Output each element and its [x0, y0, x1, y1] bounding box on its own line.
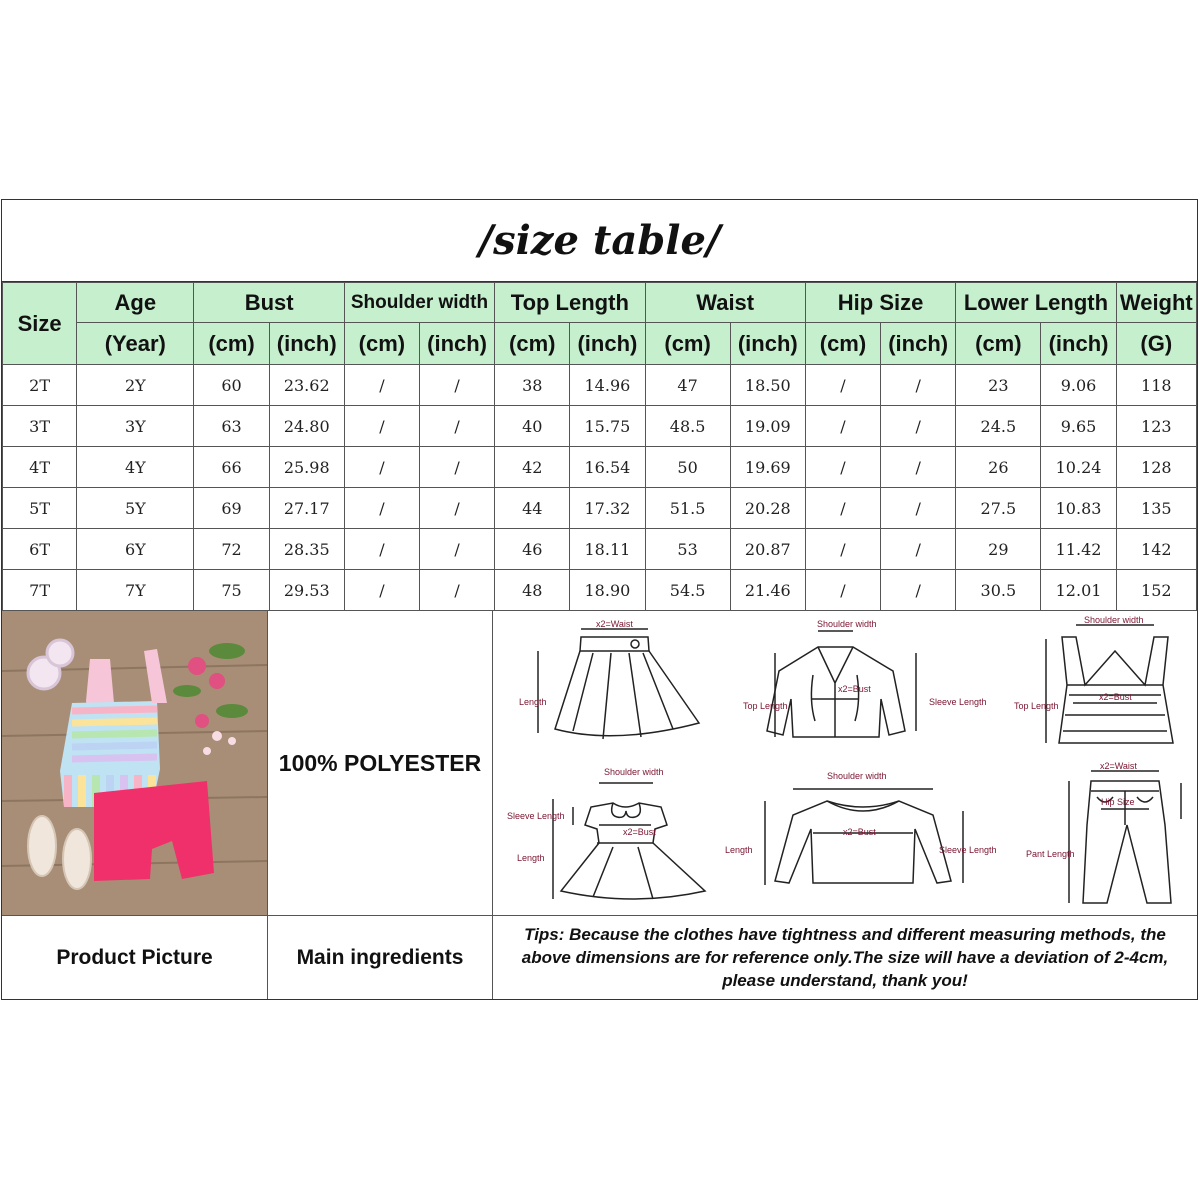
cell-hip-inch: / — [881, 406, 956, 447]
cell-size: 7T — [3, 570, 77, 611]
cell-lower-length-inch: 10.83 — [1041, 488, 1116, 529]
cell-bust-cm: 75 — [194, 570, 269, 611]
cell-shoulder-inch: / — [419, 447, 494, 488]
header-unit-cm: (cm) — [645, 323, 730, 365]
cell-bust-inch: 24.80 — [269, 406, 344, 447]
header-waist: Waist — [645, 283, 805, 323]
cell-waist-cm: 48.5 — [645, 406, 730, 447]
header-weight-unit: (G) — [1116, 323, 1196, 365]
cell-size: 4T — [3, 447, 77, 488]
cell-lower-length-inch: 9.65 — [1041, 406, 1116, 447]
cell-waist-inch: 20.28 — [730, 488, 805, 529]
info-section — [2, 611, 1197, 999]
cell-top-length-cm: 40 — [495, 406, 570, 447]
tee-sleeve-label: Sleeve Length — [939, 845, 997, 855]
cell-bust-cm: 69 — [194, 488, 269, 529]
cell-top-length-cm: 46 — [495, 529, 570, 570]
cell-hip-cm: / — [805, 529, 880, 570]
table-row — [3, 406, 1197, 447]
cell-bust-inch: 29.53 — [269, 570, 344, 611]
size-table — [2, 282, 1197, 611]
cell-top-length-cm: 44 — [495, 488, 570, 529]
measurement-diagrams — [493, 611, 1197, 916]
tips-text: Tips: Because the clothes have tightness and different measuring methods, the above dimensions are for reference only.The size will have a deviation of 2-4cm, please understand, thank you! — [521, 925, 1169, 990]
header-shoulder-width: Shoulder width — [344, 283, 494, 323]
pants-waist-label: x2=Waist — [1100, 761, 1137, 771]
table-row — [3, 488, 1197, 529]
cell-hip-cm: / — [805, 365, 880, 406]
cell-lower-length-cm: 30.5 — [956, 570, 1041, 611]
cell-waist-inch: 19.09 — [730, 406, 805, 447]
cell-top-length-inch: 16.54 — [570, 447, 645, 488]
cell-age: 3Y — [77, 406, 194, 447]
cell-top-length-inch: 18.11 — [570, 529, 645, 570]
cell-shoulder-cm: / — [344, 570, 419, 611]
cell-shoulder-cm: / — [344, 406, 419, 447]
pants-hip-label: Hip Size — [1101, 797, 1135, 807]
table-row — [3, 529, 1197, 570]
cell-shoulder-inch: / — [419, 529, 494, 570]
table-row — [3, 570, 1197, 611]
table-row — [3, 365, 1197, 406]
cell-shoulder-cm: / — [344, 365, 419, 406]
product-picture-label: Product Picture — [2, 916, 268, 999]
cell-top-length-inch: 18.90 — [570, 570, 645, 611]
cell-lower-length-inch: 9.06 — [1041, 365, 1116, 406]
header-lower-length: Lower Length — [956, 283, 1116, 323]
cell-waist-cm: 51.5 — [645, 488, 730, 529]
header-unit-cm: (cm) — [344, 323, 419, 365]
header-unit-cm: (cm) — [495, 323, 570, 365]
cell-shoulder-inch: / — [419, 488, 494, 529]
cell-lower-length-cm: 24.5 — [956, 406, 1041, 447]
header-unit-inch: (inch) — [570, 323, 645, 365]
cell-hip-cm: / — [805, 488, 880, 529]
cell-shoulder-cm: / — [344, 447, 419, 488]
dress-length-label: Length — [517, 853, 545, 863]
cell-bust-cm: 72 — [194, 529, 269, 570]
cell-lower-length-cm: 29 — [956, 529, 1041, 570]
product-image-cell — [2, 611, 268, 916]
tee-shoulder-label: Shoulder width — [827, 771, 887, 781]
jacket-sleeve-label: Sleeve Length — [929, 697, 987, 707]
cell-lower-length-cm: 27.5 — [956, 488, 1041, 529]
cell-bust-cm: 66 — [194, 447, 269, 488]
header-unit-inch: (inch) — [419, 323, 494, 365]
header-unit-inch: (inch) — [269, 323, 344, 365]
cell-size: 6T — [3, 529, 77, 570]
jacket-top-length-label: Top Length — [743, 701, 788, 711]
dress-shoulder-label: Shoulder width — [604, 767, 664, 777]
cell-top-length-inch: 17.32 — [570, 488, 645, 529]
cell-bust-cm: 63 — [194, 406, 269, 447]
skirt-waist-label: x2=Waist — [596, 619, 633, 629]
cell-waist-cm: 53 — [645, 529, 730, 570]
cell-size: 2T — [3, 365, 77, 406]
cell-weight: 152 — [1116, 570, 1196, 611]
skirt-length-label: Length — [519, 697, 547, 707]
cell-bust-inch: 25.98 — [269, 447, 344, 488]
cami-shoulder-label: Shoulder width — [1084, 615, 1144, 625]
cell-hip-cm: / — [805, 406, 880, 447]
cell-top-length-cm: 48 — [495, 570, 570, 611]
jacket-bust-label: x2=Bust — [838, 684, 871, 694]
cell-age: 5Y — [77, 488, 194, 529]
header-hip-size: Hip Size — [805, 283, 955, 323]
header-weight: Weight — [1116, 283, 1196, 323]
cell-shoulder-inch: / — [419, 570, 494, 611]
cell-waist-inch: 21.46 — [730, 570, 805, 611]
cell-lower-length-inch: 11.42 — [1041, 529, 1116, 570]
measurement-guide — [493, 611, 1197, 915]
material-text: 100% POLYESTER — [268, 611, 493, 916]
size-sheet — [1, 199, 1198, 1000]
dress-diagram — [553, 783, 705, 899]
cell-bust-inch: 27.17 — [269, 488, 344, 529]
cell-shoulder-inch: / — [419, 365, 494, 406]
cell-bust-inch: 28.35 — [269, 529, 344, 570]
header-age-unit: (Year) — [77, 323, 194, 365]
jacket-shoulder-label: Shoulder width — [817, 619, 877, 629]
header-unit-cm: (cm) — [805, 323, 880, 365]
cell-hip-inch: / — [881, 447, 956, 488]
cell-lower-length-inch: 10.24 — [1041, 447, 1116, 488]
cell-age: 7Y — [77, 570, 194, 611]
tee-diagram — [765, 789, 963, 885]
product-photo — [2, 611, 267, 915]
page-title: /size table/ — [2, 200, 1197, 282]
header-age: Age — [77, 283, 194, 323]
cami-top-length-label: Top Length — [1014, 701, 1059, 711]
header-unit-inch: (inch) — [1041, 323, 1116, 365]
cell-weight: 123 — [1116, 406, 1196, 447]
cell-hip-cm: / — [805, 447, 880, 488]
cell-waist-inch: 19.69 — [730, 447, 805, 488]
cell-bust-cm: 60 — [194, 365, 269, 406]
main-ingredients-label: Main ingredients — [268, 916, 493, 999]
dress-bust-label: x2=Bust — [623, 827, 656, 837]
header-unit-inch: (inch) — [730, 323, 805, 365]
cell-hip-inch: / — [881, 365, 956, 406]
cell-hip-inch: / — [881, 570, 956, 611]
cell-hip-cm: / — [805, 570, 880, 611]
cell-size: 5T — [3, 488, 77, 529]
header-unit-cm: (cm) — [956, 323, 1041, 365]
cell-hip-inch: / — [881, 488, 956, 529]
cell-waist-cm: 50 — [645, 447, 730, 488]
table-row — [3, 447, 1197, 488]
cell-bust-inch: 23.62 — [269, 365, 344, 406]
cell-weight: 142 — [1116, 529, 1196, 570]
tee-length-label: Length — [725, 845, 753, 855]
cell-size: 3T — [3, 406, 77, 447]
header-bust: Bust — [194, 283, 344, 323]
cell-top-length-inch: 14.96 — [570, 365, 645, 406]
cell-age: 6Y — [77, 529, 194, 570]
cell-top-length-cm: 38 — [495, 365, 570, 406]
cami-diagram — [1046, 625, 1173, 743]
cell-top-length-inch: 15.75 — [570, 406, 645, 447]
cell-shoulder-inch: / — [419, 406, 494, 447]
cell-shoulder-cm: / — [344, 529, 419, 570]
cell-age: 4Y — [77, 447, 194, 488]
cell-waist-cm: 54.5 — [645, 570, 730, 611]
skirt-diagram — [538, 629, 699, 739]
cami-bust-label: x2=Bust — [1099, 692, 1132, 702]
cell-top-length-cm: 42 — [495, 447, 570, 488]
cell-lower-length-inch: 12.01 — [1041, 570, 1116, 611]
tee-bust-label: x2=Bust — [843, 827, 876, 837]
pants-length-label: Pant Length — [1026, 849, 1075, 859]
cell-weight: 135 — [1116, 488, 1196, 529]
cell-weight: 128 — [1116, 447, 1196, 488]
dress-sleeve-label: Sleeve Length — [507, 811, 565, 821]
cell-hip-inch: / — [881, 529, 956, 570]
header-unit-inch: (inch) — [881, 323, 956, 365]
header-top-length: Top Length — [495, 283, 645, 323]
cell-lower-length-cm: 23 — [956, 365, 1041, 406]
pants-diagram — [1069, 771, 1181, 903]
cell-shoulder-cm: / — [344, 488, 419, 529]
header-size: Size — [3, 283, 77, 365]
cell-weight: 118 — [1116, 365, 1196, 406]
cell-waist-inch: 20.87 — [730, 529, 805, 570]
cell-age: 2Y — [77, 365, 194, 406]
cell-lower-length-cm: 26 — [956, 447, 1041, 488]
cell-waist-inch: 18.50 — [730, 365, 805, 406]
cell-waist-cm: 47 — [645, 365, 730, 406]
header-unit-cm: (cm) — [194, 323, 269, 365]
